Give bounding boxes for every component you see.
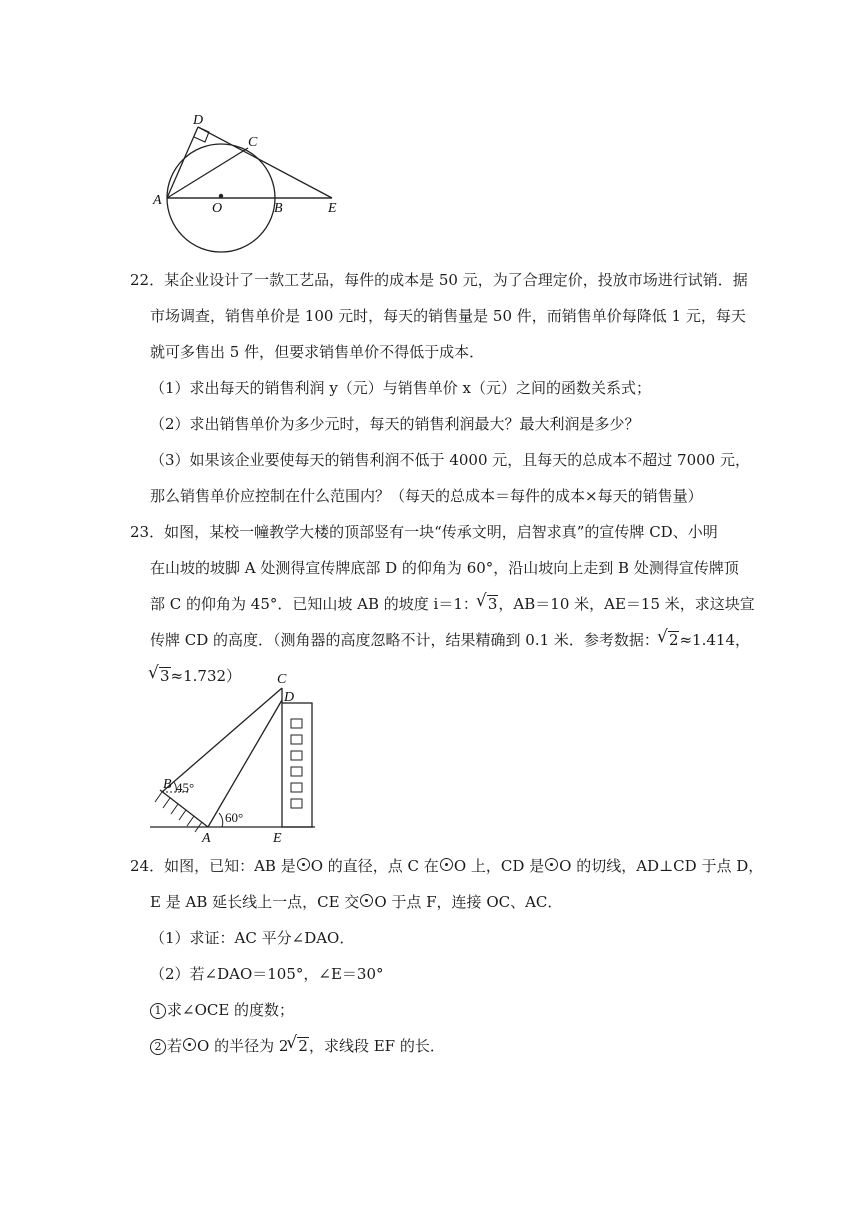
q22-line-2: 市场调查，销售单价是 100 元时，每天的销售量是 50 件，而销售单价每降低 1 元，每天 (150, 307, 746, 325)
q22-part-3: （3）如果该企业要使每天的销售利润不低于 4000 元，且每天的总成本不超过 7000 元， (150, 451, 750, 469)
label-D: D (284, 690, 295, 705)
angle-60-label: 60° (225, 810, 244, 825)
q24-line-2: E 是 AB 延长线上一点，CE 交 O 于点 F，连接 OC、AC． (150, 893, 563, 911)
q23-line-2: 在山坡的坡脚 A 处测得宣传牌底部 D 的仰角为 60°，沿山坡向上走到 B 处测得宣传牌顶 (150, 559, 739, 577)
label-B: B (163, 777, 172, 792)
circle-dot-symbol (440, 858, 453, 871)
q24-part-1: （1）求证：AC 平分∠DAO． (150, 929, 355, 947)
circle-dot-symbol (360, 894, 373, 907)
question-24 (130, 848, 764, 1064)
circle-dot-symbol (183, 1038, 196, 1051)
label-C: C (248, 135, 258, 150)
label-D: D (193, 113, 204, 128)
q23-line-5: √ 3≈1.732） (130, 658, 740, 694)
q22-part-1: （1）求出每天的销售利润 y（元）与销售单价 x（元）之间的函数关系式； (150, 379, 652, 397)
label-C: C (277, 672, 287, 687)
circle-dot-symbol (545, 858, 558, 871)
q23-line-4: 传牌 CD 的高度．（测角器的高度忽略不计，结果精确到 0.1 米．参考数据：√ 2≈1.414， (130, 622, 740, 658)
q22-line-1: 22．某企业设计了一款工艺品，每件的成本是 50 元，为了合理定价，投放市场进行试销．据 (130, 271, 748, 289)
q24-part-2: （2）若∠DAO＝105°，∠E＝30° (150, 965, 384, 983)
q23-line-3: 部 C 的仰角为 45°．已知山坡 AB 的坡度 i＝1：√ 3，AB＝10 米，AE＝15 米，求这块宣 (130, 586, 740, 622)
q24-sub-1: 1 求∠OCE 的度数； (130, 992, 740, 1028)
label-A: A (153, 193, 162, 208)
q22-part-3-cont: 那么销售单价应控制在什么范围内？（每天的总成本＝每件的成本×每天的销售量） (150, 487, 703, 505)
label-O: O (212, 201, 223, 216)
q22-line-3: 就可多售出 5 件，但要求销售单价不得低于成本． (150, 343, 485, 361)
label-E: E (273, 831, 282, 845)
q24-sub-2: 2 若 O 的半径为 2√ 2，求线段 EF 的长． (130, 1028, 740, 1064)
angle-45-label: 45° (176, 780, 195, 795)
q23-line-1: 23．如图，某校一幢教学大楼的顶部竖有一块“传承文明，启智求真”的宣传牌 CD、小明 (130, 523, 718, 541)
label-E: E (328, 201, 337, 216)
question-22 (130, 262, 750, 514)
circle-dot-symbol (297, 858, 310, 871)
q22-part-2: （2）求出销售单价为多少元时，每天的销售利润最大？最大利润是多少？ (150, 415, 640, 433)
question-23 (130, 514, 755, 694)
q24-line-1: 24．如图，已知：AB 是 O 的直径，点 C 在 O 上，CD 是 O 的切线，AD⊥CD 于点 D， (130, 857, 764, 875)
label-B: B (274, 201, 283, 216)
building-slope-figure (140, 670, 340, 845)
label-A: A (202, 831, 211, 845)
circle-tangent-figure (140, 100, 360, 260)
